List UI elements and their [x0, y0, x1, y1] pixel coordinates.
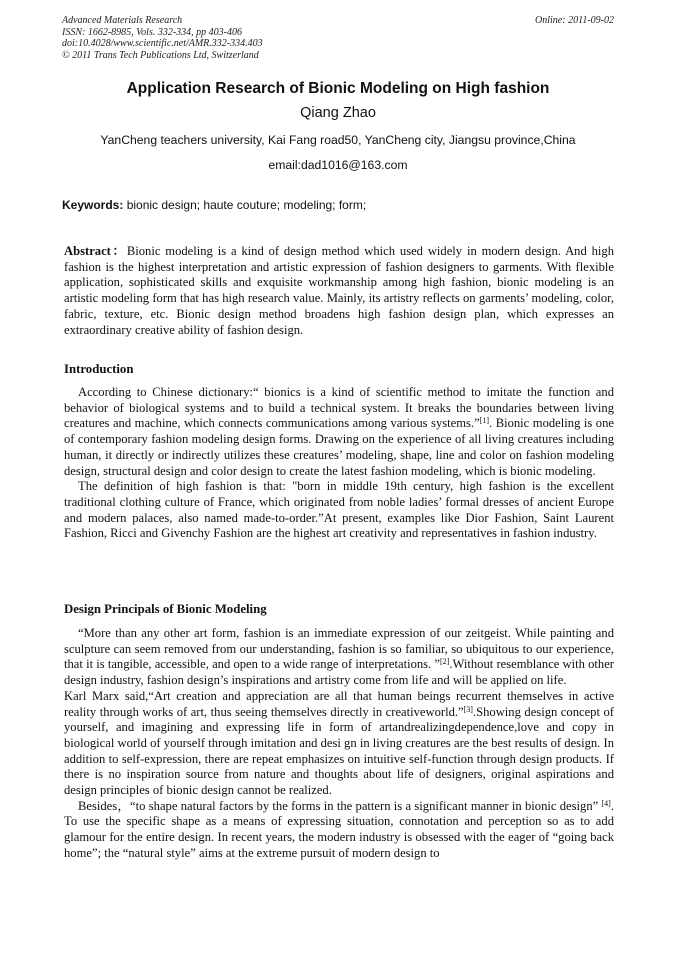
doi-line: doi:10.4028/www.scientific.net/AMR.332-334.403 — [62, 38, 263, 50]
abstract-label: Abstract： — [64, 244, 127, 258]
author-name: Qiang Zhao — [300, 105, 376, 121]
paragraph: The definition of high fashion is that: "born in middle 19th century, high fashion is the excellent traditional clothing culture of France, which originated from noble ladies’ formal dresses of ancient Europe and modern palaces, also named made-to-order.”At present, examples like Dior Fashion, Saint Laurent Fashion, Ricci and Givenchy Fashion are the highest art creativity and representatives in fashion industry. — [64, 479, 614, 541]
abstract — [64, 244, 614, 338]
paragraph — [64, 626, 614, 689]
paragraph — [64, 799, 614, 862]
author-affiliation: YanCheng teachers university, Kai Fang road50, YanCheng city, Jiangsu province,China — [100, 133, 576, 147]
paragraph — [64, 689, 614, 799]
abstract-text: Bionic modeling is a kind of design method which used widely in modern design. And high fashion is the highest interpretation and artistic expression of fashion designers to garments. With flexible application, sophisticated skills and exquisite workmanship among high fashion, bionic modeling is an artistic modeling form that has high research value. Mainly, its artistry reflects on garments’ modeling, color, fabric, texture, etc. Bionic design method broadens high fashion design plan, which expresses an extraordinary creative ability of fashion design. — [64, 244, 614, 337]
paragraph-text: Besides，“to shape natural factors by the forms in the pattern is a significant manner in bionic design” — [78, 798, 602, 813]
citation-ref: [2] — [440, 657, 450, 667]
paragraph-text: . Bionic modeling is one of contemporary fashion modeling design forms. Drawing on the experience of all living creatures including human, it directly or indirectly utilizes these creatures’ modeling, shape, line and color on fashion modeling design, structural design and color design to create the latest fashion modeling, which is bionic modeling. — [64, 416, 614, 478]
paper-title: Application Research of Bionic Modeling on High fashion — [126, 80, 550, 97]
issn-line: ISSN: 1662-8985, Vols. 332-334, pp 403-406 — [62, 26, 242, 38]
design-principals-section — [64, 626, 614, 862]
paragraph-text: “More than any other art form, fashion is an immediate expression of our zeitgeist. While painting and sculpture can seem removed from our understanding, fashion is so familiar, so ubiquitous to our experience, that it is tangible, accessible, and open to a wide range of interpretations. ” — [64, 626, 614, 672]
paragraph-text: .Without resemblance with other design industry, fashion design’s inspirations and artistry come from life and will be applied on life. — [64, 657, 615, 688]
online-date: Online: 2011-09-02 — [535, 15, 614, 26]
paragraph — [64, 385, 614, 479]
paragraph-text: Karl Marx said,“Art creation and appreciation are all that human beings recurrent themselves in active reality through works of art, thus seeing themselves directly in creativeworld.” — [64, 688, 614, 719]
journal-name: Advanced Materials Research — [62, 15, 183, 26]
journal-header — [62, 15, 614, 61]
copyright-line: © 2011 Trans Tech Publications Ltd, Switzerland — [62, 49, 259, 61]
introduction-section — [64, 385, 614, 542]
paragraph-text: According to Chinese dictionary:“ bionics is a kind of scientific method to imitate the function and behavior of biological systems and to build a technical system. It breaks the boundaries between living creatures and machine, which connects communications among various systems.” — [64, 385, 614, 431]
paragraph-text: . To use the specific shape as a means of expressing situation, connotation and perception so as to add glamour for the entire design. In recent years, the modern industry is obsessed with the eager of “going back home”; the “natural style” aims at the extreme pursuit of modern design to — [64, 798, 614, 860]
citation-ref: [4] — [601, 798, 611, 808]
citation-ref: [1] — [479, 416, 490, 426]
citation-ref: [3] — [463, 704, 473, 714]
keywords-list: bionic design; haute couture; modeling; form; — [123, 198, 367, 212]
design-principals-heading: Design Principals of Bionic Modeling — [64, 602, 267, 616]
author-email: email:dad1016@163.com — [268, 158, 408, 172]
paragraph-text: .Showing design concept of yourself, and imagining and expressing life in form of artandrealizingdependence,love and copy in biological world of yourself through imitation and desi gn in living creatures are the best results of design. In addition to self-expression, there are repeat emphasizes on intuitive self-function through design products. If there is no inspiration source from nature and thoughts about life of designers, original aspirations and design principles of bionic design cannot be realized. — [64, 704, 614, 798]
keywords-label: Keywords: — [62, 198, 124, 212]
keywords — [62, 198, 614, 212]
introduction-heading: Introduction — [64, 362, 134, 376]
